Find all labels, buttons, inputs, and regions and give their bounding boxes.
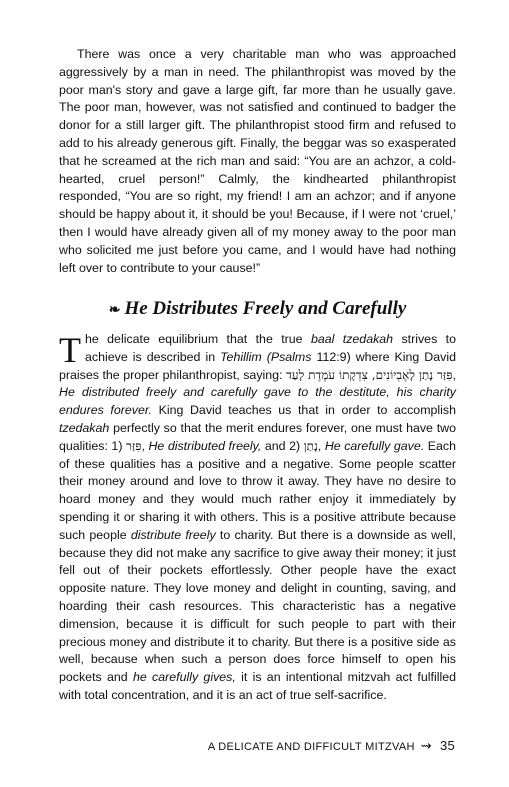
hebrew-word-nasan: נָתַן [303,438,318,453]
text-run: 112:9) where King David praises the proper philanthropist, saying: [59,349,456,382]
text-run: King David teaches us that in order to accomplish [151,403,457,418]
body-paragraph [59,331,456,705]
text-run: and 2) [261,438,304,453]
story-paragraph-text: There was once a very charitable man who was approached aggressively by a man in need. The philanthropist was moved by the poor man's story and gave a large gift, far more than he usually gave. The poor man, however, was not satisfied and continued to badger the donor for a still larger gift. The philanthropist stood firm and refused to add to his already generous gift. Finally, the beggar was so exasperated that he screamed at the rich man and said: “You are an achzor, a cold-hearted, cruel person!” Calmly, the kindhearted philanthropist responded, “You are so right, my friend! I am an achzor; and if anyone should be happy about it, it should be you! Because, if I were not ‘cruel,’ then I would have already given all of my money away to the poor man who solicited me just before you came, and I would have had nothing left over to contribute to your cause!” [59,47,456,275]
running-title: A DELICATE AND DIFFICULT MITZVAH [207,741,415,753]
fleuron-icon: ❧ [108,303,121,318]
translation-pizar: He distributed freely, [148,438,262,453]
translation-nasan: He carefully gave. [324,438,425,453]
text-run: , [317,438,325,453]
text-run: it is an intentional mitzvah act fulfilled with total concentration, and it is an act of true self-sacrifice. [59,670,456,702]
hebrew-word-pizar: פִּזַּר [125,438,142,453]
text-run: he delicate equilibrium that the true [85,332,311,346]
page-number: 35 [439,738,455,753]
text-run: strives to achieve is described in [85,332,456,364]
term-tehillim: Tehillim (Psalms [220,349,312,364]
text-run: to charity. But there is a downside as well, because they did not make any sacrifice to give away their money; it just fell out of their pockets effortlessly. Other people have the exact opposite nature. They love money and delight in counting, saving, and hoarding their cash resources. This characteristic has a negative dimension, because it is difficult for such people to part with their precious money and distribute it to charity. But there is a positive side as well, because when such a person does force himself to open his pockets and [59,527,456,685]
verse-translation: He distributed freely and carefully gave to the destitute, his charity endures forever. [59,385,456,418]
text-run: Each of these qualities has a positive and a negative. Some people scatter their money around and love to throw it away. They have no desire to hoard money and they would much rather enjoy it immediately by spending it or sharing it with others. This is a positive attribute because such people [59,438,456,542]
term-distribute-freely: distribute freely [130,527,216,542]
ornament-icon: ⇝ [420,738,432,753]
text-run: perfectly so that the merit endures forever, one must have two qualities: 1) [59,420,456,453]
story-paragraph [59,46,456,277]
section-heading-title: He Distributes Freely and Carefully [124,298,407,319]
text-run: , [141,438,149,453]
text-run: , [452,367,456,382]
running-footer [208,738,455,754]
term-baal-tzedakah: baal tzedakah [310,332,394,346]
section-heading [59,298,456,320]
drop-cap: T [59,330,81,370]
term-carefully-gives: he carefully gives, [132,670,236,685]
term-tzedakah: tzedakah [59,420,110,435]
hebrew-verse: פִּזַּר נָתַן לָאֶבְיוֹנִים, צִדְקָתוֹ עֹמֶדֶת לָעַד [286,367,453,382]
